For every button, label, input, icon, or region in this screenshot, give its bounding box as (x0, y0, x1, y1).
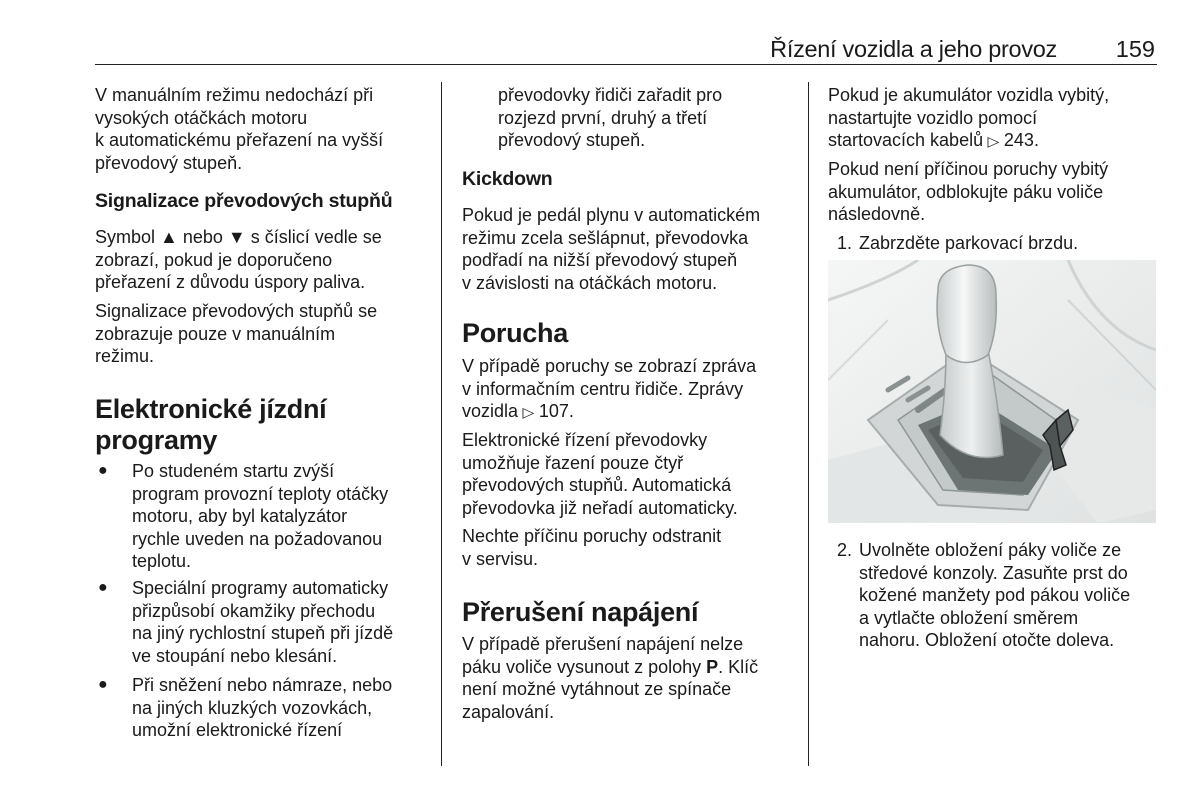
bullet-line: Při sněžení nebo námraze, nebo (132, 675, 393, 695)
step-text: Uvolněte obložení páky voliče ze (859, 540, 1122, 560)
bullet-line: teplotu. (132, 551, 192, 572)
page-header (95, 36, 1157, 64)
signal-line: přeřazení z důvodu úspory paliva. (95, 272, 366, 293)
heading-kickdown: Kickdown (462, 168, 553, 190)
bullet-line: program provozní teploty otáčky (132, 483, 389, 504)
kickdown-line: režimu zcela sešlápnut, převodovka (462, 227, 749, 248)
signal-line: režimu. (95, 346, 155, 367)
page-reference-243[interactable]: 243. (1003, 130, 1039, 151)
gear-selector-illustration (828, 260, 1156, 523)
step-number: 2. (837, 540, 853, 560)
bullet-line: rychle uveden na požadovanou (132, 528, 383, 549)
page-reference-107[interactable]: 107. (538, 401, 574, 422)
bullet-line: motoru, aby byl katalyzátor (132, 506, 348, 527)
step-number: 1. (837, 233, 853, 253)
heading-porucha: Porucha (462, 318, 568, 348)
reference-arrow-icon: ▷ (987, 133, 1000, 150)
battery-ref-line (828, 129, 1039, 153)
column-divider-2 (808, 82, 809, 766)
signal-line: zobrazuje pouze v manuálním (95, 323, 336, 344)
chapter-title: Řízení vozidla a jeho provoz (770, 36, 1057, 62)
porucha-line: V případě poruchy se zobrazí zpráva (462, 356, 757, 376)
page-number: 159 (1115, 36, 1155, 62)
continued-line: převodovky řidiči zařadit pro (498, 85, 723, 105)
heading-signalizace: Signalizace převodových stupňů (95, 190, 393, 212)
step-text: Zabrzděte parkovací brzdu. (859, 233, 1079, 253)
unlock-line: Pokud není příčinou poruchy vybitý (828, 159, 1109, 179)
header-rule (95, 64, 1157, 65)
porucha-line: vozidla (462, 401, 519, 422)
unlock-line: následovně. (828, 204, 926, 225)
kickdown-line: podřadí na nižší převodový stupeň (462, 250, 738, 271)
bullet-line: umožní elektronické řízení (132, 720, 343, 741)
signal-line: Signalizace převodových stupňů se (95, 301, 378, 321)
signal-line: zobrazí, pokud je doporučeno (95, 249, 333, 270)
step-text: středové konzoly. Zasuňte prst do (859, 562, 1128, 583)
unlock-line: akumulátor, odblokujte páku voliče (828, 181, 1104, 202)
preruseni-line-2 (462, 656, 758, 679)
kickdown-line: v závislosti na otáčkách motoru. (462, 272, 718, 293)
heading-preruseni: Přerušení napájení (462, 597, 699, 627)
intro-line: vysokých otáčkách motoru (95, 107, 308, 128)
kickdown-line: Pokud je pedál plynu v automatickém (462, 205, 761, 225)
preruseni-line: zapalování. (462, 701, 555, 722)
continued-line: převodový stupeň. (498, 130, 646, 151)
intro-line: převodový stupeň. (95, 152, 243, 173)
bullet-icon: ● (98, 579, 108, 596)
bullet-line: přizpůsobí okamžiky přechodu (132, 600, 376, 621)
porucha-line: v informačním centru řidiče. Zprávy (462, 378, 744, 399)
porucha-line: převodovka již neřadí automaticky. (462, 497, 738, 518)
bullet-line: Speciální programy automaticky (132, 578, 389, 598)
column-divider-1 (441, 82, 442, 766)
bullet-line: Po studeném startu zvýší (132, 461, 335, 481)
bullet-line: ve stoupání nebo klesání. (132, 645, 338, 666)
continued-line: rozjezd první, druhý a třetí (498, 107, 708, 128)
bullet-icon: ● (98, 676, 108, 693)
heading-programy: Elektronické jízdní (95, 394, 327, 424)
porucha-line: Nechte příčinu poruchy odstranit (462, 526, 722, 546)
battery-line: startovacích kabelů (828, 130, 984, 151)
preruseni-text: páku voliče vysunout z polohy (462, 656, 707, 677)
reference-arrow-icon: ▷ (522, 404, 535, 421)
heading-programy: programy (95, 425, 218, 455)
battery-line: Pokud je akumulátor vozidla vybitý, (828, 85, 1110, 105)
porucha-line: Elektronické řízení převodovky (462, 430, 708, 450)
porucha-line: umožňuje řazení pouze čtyř (462, 452, 684, 473)
intro-line: V manuálním režimu nedochází při (95, 85, 374, 105)
step-text: nahoru. Obložení otočte doleva. (859, 630, 1115, 651)
bullet-line: na jiných kluzkých vozovkách, (132, 697, 373, 718)
signal-line: Symbol ▲ nebo ▼ s číslicí vedle se (95, 227, 382, 247)
bullet-icon: ● (98, 462, 108, 479)
intro-line: k automatickému přeřazení na vyšší (95, 130, 384, 151)
porucha-ref-line (462, 400, 574, 424)
step-text: a vytlačte obložení směrem (859, 607, 1079, 628)
step-text: kožené manžety pod pákou voliče (859, 585, 1131, 606)
bullet-line: na jiný rychlostní stupeň při jízdě (132, 623, 394, 644)
preruseni-line: není možné vytáhnout ze spínače (462, 679, 732, 700)
porucha-line: v servisu. (462, 548, 539, 569)
preruseni-text: . Klíč (718, 656, 759, 677)
preruseni-line: V případě přerušení napájení nelze (462, 634, 744, 654)
position-p: P (706, 656, 719, 677)
porucha-line: převodových stupňů. Automatická (462, 475, 732, 496)
battery-line: nastartujte vozidlo pomocí (828, 107, 1038, 128)
